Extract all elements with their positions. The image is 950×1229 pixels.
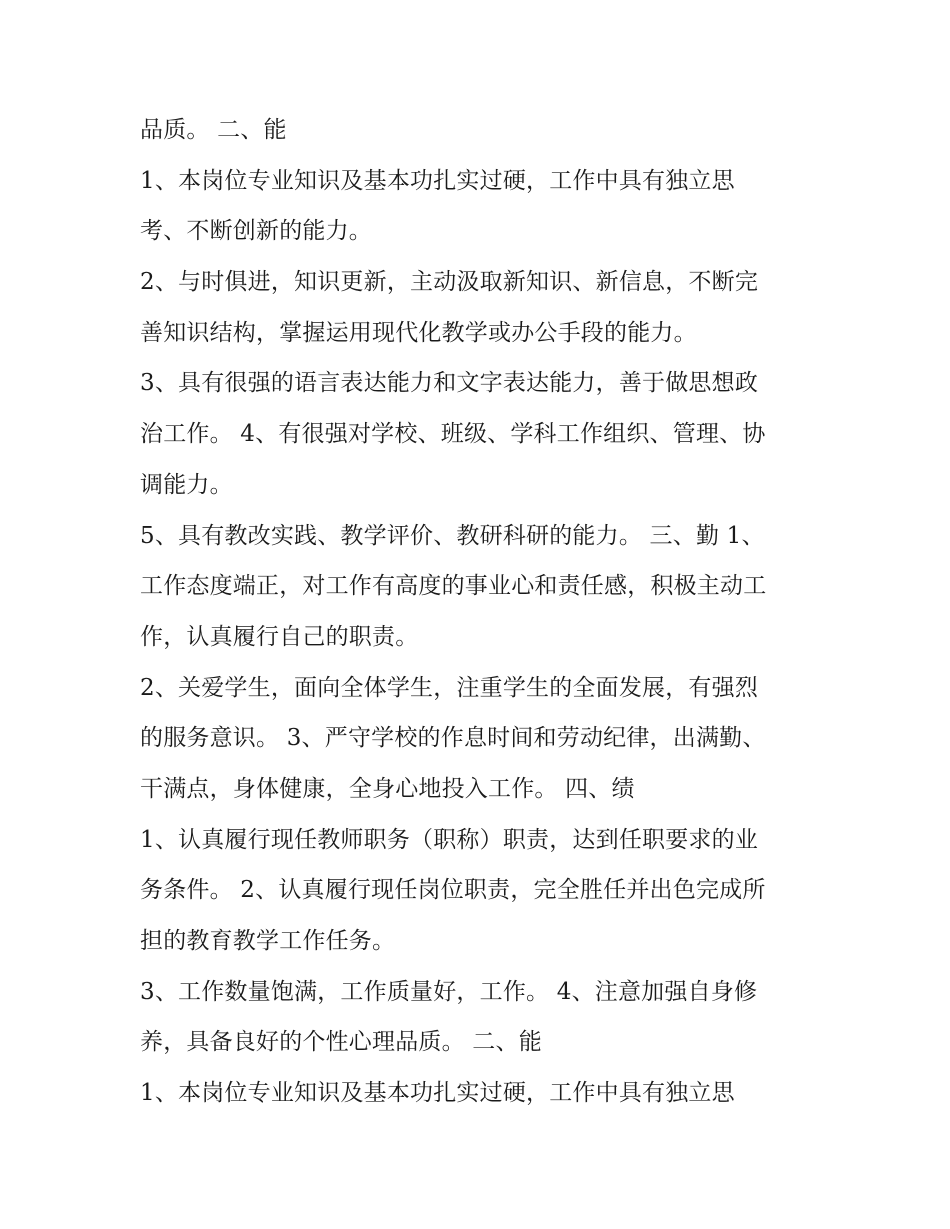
text-line: 1、本岗位专业知识及基本功扎实过硬，工作中具有独立思 [140, 167, 735, 194]
text-line: 治工作。 4、有很强对学校、班级、学科工作组织、管理、协 [140, 421, 766, 448]
text-line: 2、关爱学生，面向全体学生，注重学生的全面发展，有强烈 [140, 674, 759, 701]
text-line: 调能力。 [140, 471, 233, 498]
text-line: 1、认真履行现任教师职务（职称）职责，达到任职要求的业 [140, 826, 759, 853]
text-line: 作，认真履行自己的职责。 [140, 623, 419, 650]
text-line: 担的教育教学工作任务。 [140, 928, 396, 954]
text-line: 3、具有很强的语言表达能力和文字表达能力，善于做思想政 [140, 370, 759, 397]
text-line: 的服务意识。 3、严守学校的作息时间和劳动纪律，出满勤、 [140, 725, 766, 752]
text-line: 务条件。 2、认真履行现任岗位职责，完全胜任并出色完成所 [140, 877, 766, 904]
text-line: 品质。 二、能 [140, 117, 287, 143]
text-line: 1、本岗位专业知识及基本功扎实过硬，工作中具有独立思 [140, 1080, 735, 1107]
text-line: 善知识结构，掌握运用现代化教学或办公手段的能力。 [140, 319, 697, 346]
text-line: 考、不断创新的能力。 [140, 218, 372, 245]
document-body [140, 105, 830, 1119]
text-line: 2、与时俱进，知识更新，主动汲取新知识、新信息，不断完 [140, 269, 759, 296]
text-line: 5、具有教改实践、教学评价、教研科研的能力。 三、勤 1、 [140, 522, 765, 549]
text-line: 干满点，身体健康，全身心地投入工作。 四、绩 [140, 775, 635, 802]
text-line: 工作态度端正，对工作有高度的事业心和责任感，积极主动工 [140, 573, 767, 600]
text-line: 3、工作数量饱满，工作质量好，工作。 4、注意加强自身修 [140, 978, 758, 1005]
text-line: 养，具备良好的个性心理品质。 二、能 [140, 1029, 542, 1056]
